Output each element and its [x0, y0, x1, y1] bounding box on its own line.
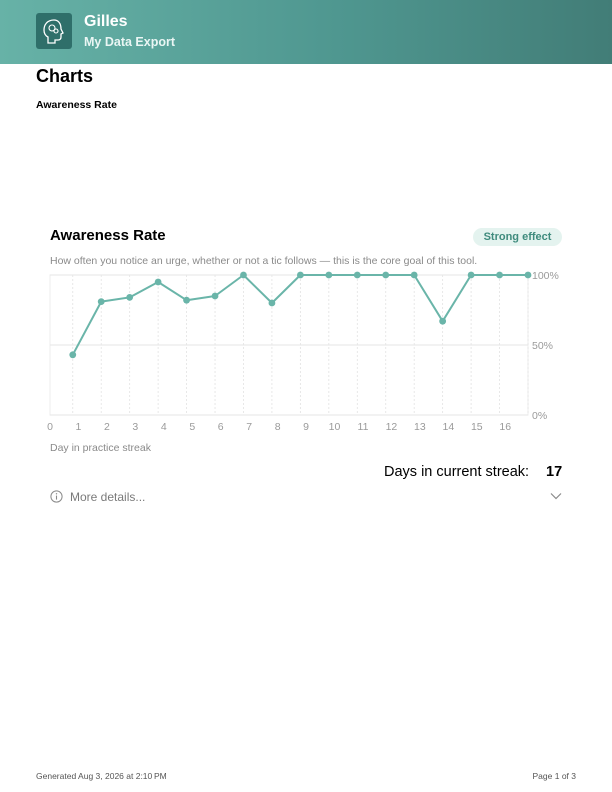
x-tick-label: 3 [132, 421, 139, 433]
x-tick-label: 2 [103, 421, 110, 433]
data-point [183, 297, 190, 304]
more-details-label: More details... [70, 490, 146, 504]
chart-description: How often you notice an urge, whether or not a tic follows — this is the core goal of this tool. [50, 255, 478, 267]
x-tick-label: 16 [499, 421, 512, 433]
x-tick-label: 5 [189, 421, 196, 433]
section-title: Charts [36, 66, 94, 86]
streak-label: Days in current streak: [384, 464, 530, 480]
effect-badge: Strong effect [473, 228, 562, 246]
streak-value: 17 [546, 464, 563, 480]
y-tick-label: 100% [532, 270, 559, 282]
x-tick-label: 0 [47, 421, 53, 433]
info-icon [50, 490, 63, 503]
data-point [468, 272, 475, 279]
data-point [496, 272, 503, 279]
x-tick-label: 8 [274, 421, 281, 433]
x-tick-label: 11 [357, 421, 369, 433]
chevron-down-icon[interactable] [550, 492, 562, 500]
x-tick-label: 14 [442, 421, 455, 433]
page-number: Page 1 of 3 [532, 771, 576, 781]
x-tick-label: 12 [385, 421, 398, 433]
data-point [69, 351, 76, 358]
data-point [325, 272, 332, 279]
data-point [354, 272, 361, 279]
x-tick-label: 9 [303, 421, 309, 433]
x-tick-label: 4 [160, 421, 167, 433]
data-point [411, 272, 418, 279]
data-point [155, 279, 162, 286]
data-point [269, 300, 276, 307]
data-point [212, 293, 219, 300]
more-details-toggle[interactable] [50, 489, 562, 505]
section-subtitle: Awareness Rate [36, 99, 117, 111]
series-line [73, 275, 528, 355]
data-point [382, 272, 389, 279]
data-point [297, 272, 304, 279]
header-subtitle: My Data Export [84, 35, 175, 49]
x-tick-label: 13 [414, 421, 426, 433]
data-point [240, 272, 247, 279]
x-tick-label: 7 [246, 421, 253, 433]
header-name: Gilles [84, 13, 128, 30]
x-tick-label: 10 [328, 421, 341, 433]
chart-card-title: Awareness Rate [50, 227, 166, 244]
x-tick-label: 6 [217, 421, 224, 433]
data-point [439, 318, 446, 325]
y-tick-label: 50% [532, 340, 554, 352]
data-point [126, 294, 133, 301]
data-point [98, 298, 105, 305]
y-tick-label: 0% [532, 410, 548, 422]
x-axis-label: Day in practice streak [50, 442, 151, 454]
x-tick-label: 15 [470, 421, 483, 433]
x-tick-label: 1 [75, 421, 82, 433]
generated-timestamp: Generated Aug 3, 2026 at 2:10 PM [36, 771, 167, 781]
data-point [525, 272, 532, 279]
